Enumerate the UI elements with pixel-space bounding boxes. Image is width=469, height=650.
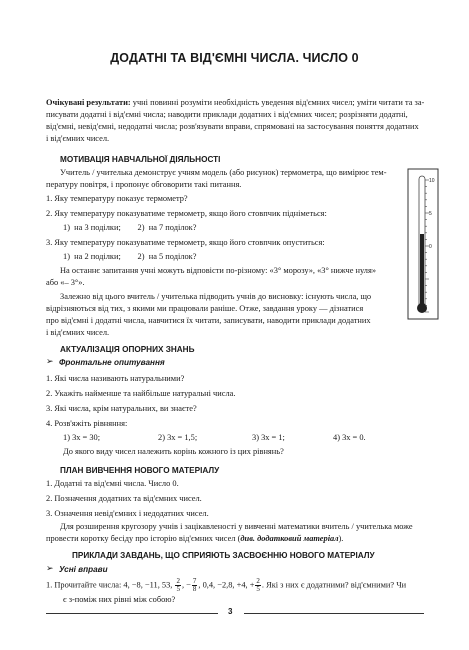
motivation-note-1: На останнє запитання учні можуть відповісти по-різному: «3° морозу», «3° нижче нуля» <box>60 266 377 275</box>
footer-rule-left <box>46 613 218 614</box>
thermometer-illustration <box>407 168 439 320</box>
results-line-3: від'ємні, невід'ємні, недодатні числа; розв'язувати вправи, спрямовані на застосування поняття додатних <box>46 122 419 131</box>
equation-2: 2) 3x = 1,5; <box>158 433 198 442</box>
actualization-question-4-followup: До якого виду чисел належить корінь кожного із цих рівнянь? <box>63 447 284 456</box>
motivation-note-2: або «– 3°». <box>46 278 85 287</box>
page-number: 3 <box>228 607 233 616</box>
thermometer-label-mid: 5 <box>429 211 432 217</box>
task-1-separator: , − <box>181 580 191 590</box>
equation-4: 4) 3x = 0. <box>333 433 366 442</box>
results-text-1: учні повинні розуміти необхідність уведення від'ємних чисел; уміти читати та за- <box>132 98 425 107</box>
arrow-bullet-icon: ➢ <box>46 564 54 574</box>
motivation-question-3: 3. Яку температуру показуватиме термометр, якщо його стовпчик опуститься: <box>46 238 325 247</box>
task-1-text-b: , 0,4, −2,8, +4, + <box>198 580 255 590</box>
fraction-1 <box>175 578 181 593</box>
additional-material-reference: див. додатковий матеріал <box>240 534 339 543</box>
task-1-text-a: 1. Прочитайте числа: 4, −8, −11, 53, <box>46 580 173 590</box>
thermometer-label-zero: 0 <box>429 244 432 250</box>
plan-paragraph-1: Для розширення кругозору учнів і зацікавленості у вивченні математики вчитель / учителька може <box>60 522 413 531</box>
examples-task-1 <box>46 578 406 593</box>
examples-subheading: Усні вправи <box>59 565 108 574</box>
arrow-bullet-icon: ➢ <box>46 357 54 367</box>
motivation-paragraph-2: відрізняються від тих, з якими ми працювали раніше. Отже, завдання уроку — дізнатися <box>46 304 364 313</box>
plan-paragraph-2-start: провести коротку бесіду про історію від'ємних чисел ( <box>46 534 241 543</box>
fraction-3-denominator: 5 <box>256 585 260 593</box>
page-title: ДОДАТНІ ТА ВІД'ЄМНІ ЧИСЛА. ЧИСЛО 0 <box>110 51 359 65</box>
fraction-1-denominator: 5 <box>176 585 180 593</box>
motivation-heading: МОТИВАЦІЯ НАВЧАЛЬНОЇ ДІЯЛЬНОСТІ <box>60 155 221 164</box>
motivation-intro-2: пературу повітря, і пропонує обговорити такі питання. <box>46 180 242 189</box>
motivation-paragraph-3: про від'ємні і додатні числа, навчитися їх читати, записувати, наводити приклади додатних <box>46 316 371 325</box>
fraction-3-numerator: 2 <box>256 577 260 585</box>
thermometer-label-top: 10 <box>429 178 435 184</box>
actualization-heading: АКТУАЛІЗАЦІЯ ОПОРНИХ ЗНАНЬ <box>60 345 195 354</box>
plan-heading: ПЛАН ВИВЧЕННЯ НОВОГО МАТЕРІАЛУ <box>60 466 220 475</box>
fraction-1-numerator: 2 <box>176 577 180 585</box>
results-line-2: писувати додатні і від'ємні числа; наводити приклади додатних і від'ємних чисел; розрізняти додатні, <box>46 110 408 119</box>
fraction-2-denominator: 8 <box>192 585 197 593</box>
fraction-2-numerator: 7 <box>192 577 197 585</box>
motivation-intro-1: Учитель / учителька демонструє учням модель (або рисунок) термометра, що вимірює тем- <box>60 168 387 177</box>
motivation-question-1: 1. Яку температуру показує термометр? <box>46 194 188 203</box>
motivation-paragraph-1: Залежно від цього вчитель / учителька підводить учнів до висновку: існують числа, що <box>60 292 372 301</box>
actualization-subheading: Фронтальне опитування <box>59 358 165 367</box>
fraction-2 <box>192 578 198 593</box>
actualization-question-4: 4. Розв'яжіть рівняння: <box>46 419 128 428</box>
actualization-question-3: 3. Які числа, крім натуральних, ви знаєте? <box>46 404 197 413</box>
actualization-question-1: 1. Які числа називають натуральними? <box>46 374 185 383</box>
equation-1: 1) 3x = 30; <box>63 433 101 442</box>
plan-item-1: 1. Додатні та від'ємні числа. Число 0. <box>46 479 179 488</box>
motivation-paragraph-4: і від'ємних чисел. <box>46 328 110 337</box>
footer-rule-right <box>244 613 424 614</box>
results-line-4: і від'ємних чисел. <box>46 134 110 143</box>
actualization-question-2: 2. Укажіть найменше та найбільше натуральні числа. <box>46 389 236 398</box>
task-1-text-c: . Які з них є додатними? від'ємними? Чи <box>261 580 407 590</box>
motivation-question-2-options: 1) на 3 поділки; 2) на 7 поділок? <box>63 223 197 232</box>
plan-item-3: 3. Означення невід'ємних і недодатних чисел. <box>46 509 209 518</box>
examples-heading: ПРИКЛАДИ ЗАВДАНЬ, ЩО СПРИЯЮТЬ ЗАСВОЄННЮ НОВОГО МАТЕРІАЛУ <box>72 551 375 560</box>
examples-task-1-line-2: є з-поміж них рівні між собою? <box>63 595 176 604</box>
motivation-question-3-options: 1) на 2 поділки; 2) на 5 поділок? <box>63 252 197 261</box>
plan-paragraph-2-end: ). <box>338 534 344 543</box>
plan-item-2: 2. Позначення додатних та від'ємних чисел. <box>46 494 202 503</box>
results-label: Очікувані результати: <box>46 98 131 107</box>
fraction-3 <box>255 578 261 593</box>
motivation-question-2: 2. Яку температуру показуватиме термометр, якщо його стовпчик підніметься: <box>46 209 327 218</box>
plan-paragraph-2 <box>46 533 343 545</box>
equation-3: 3) 3x = 1; <box>252 433 285 442</box>
results-line-1 <box>46 97 436 109</box>
